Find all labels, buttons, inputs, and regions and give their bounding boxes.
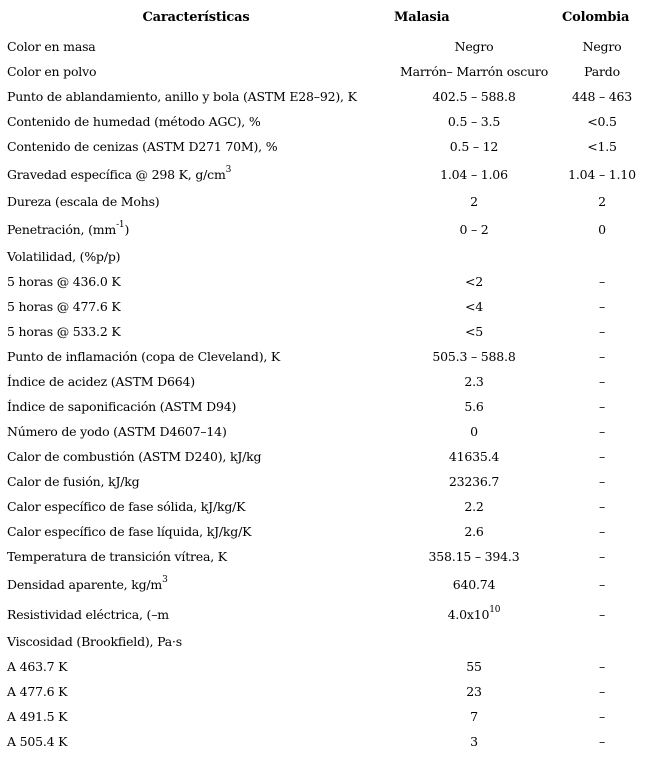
table-row	[0, 519, 648, 544]
colombia-value: –	[598, 606, 606, 622]
table-row	[0, 189, 648, 214]
colombia-value	[556, 629, 648, 654]
colombia-value: 0	[598, 221, 606, 237]
malasia-value: 1.04 – 1.06	[440, 166, 508, 182]
header-caracteristicas: Características	[142, 9, 250, 25]
row-label: 5 horas @ 533.2 K	[7, 324, 121, 339]
malasia-value: 640.74	[452, 576, 496, 592]
row-label: A 477.6 K	[7, 684, 68, 699]
row-label: Contenido de cenizas (ASTM D271 70M), %	[7, 139, 278, 154]
row-label	[0, 159, 392, 189]
malasia-value: <2	[464, 274, 484, 289]
row-label: Índice de acidez (ASTM D664)	[7, 374, 195, 389]
row-label: Color en polvo	[7, 64, 97, 79]
malasia-value: 5.6	[464, 399, 484, 414]
malasia-value: 0	[470, 424, 478, 439]
colombia-value: –	[598, 299, 606, 314]
label-suffix: )	[124, 221, 130, 237]
colombia-value: –	[598, 424, 606, 439]
row-label: Volatilidad, (%p/p)	[7, 249, 121, 264]
colombia-value: –	[598, 274, 606, 289]
malasia-value: 7	[470, 709, 478, 724]
colombia-value: –	[598, 709, 606, 724]
table-row	[0, 269, 648, 294]
malasia-value: 0.5 – 3.5	[447, 114, 501, 129]
row-label	[0, 569, 392, 599]
malasia-value: 23	[466, 684, 482, 699]
colombia-value: Pardo	[584, 64, 620, 79]
malasia-value: 2	[470, 194, 478, 209]
row-label: Número de yodo (ASTM D4607–14)	[7, 424, 227, 439]
row-label: Punto de ablandamiento, anillo y bola (ASTM E28–92), K	[7, 89, 357, 104]
table-row	[0, 59, 648, 84]
table-row	[0, 544, 648, 569]
row-label: A 463.7 K	[7, 659, 68, 674]
label-text: Penetración, (mm	[7, 221, 117, 237]
row-label: Índice de saponificación (ASTM D94)	[7, 399, 237, 414]
table-row	[0, 729, 648, 754]
colombia-value: <0.5	[587, 114, 617, 129]
table-row	[0, 244, 648, 269]
table-row	[0, 569, 648, 599]
row-label: Calor de combustión (ASTM D240), kJ/kg	[7, 449, 262, 464]
table-row	[0, 294, 648, 319]
malasia-value: 2.6	[464, 524, 484, 539]
label-text: Densidad aparente, kg/m	[7, 576, 163, 592]
malasia-value: 3	[470, 734, 478, 749]
table-row	[0, 444, 648, 469]
label-superscript: 3	[162, 574, 168, 585]
malasia-value: Marrón– Marrón oscuro	[399, 64, 549, 79]
header-malasia: Malasia	[394, 9, 450, 25]
colombia-value: –	[598, 399, 606, 414]
table-row	[0, 34, 648, 59]
colombia-value: –	[598, 684, 606, 699]
row-label: Calor específico de fase líquida, kJ/kg/K	[7, 524, 252, 539]
table-row	[0, 109, 648, 134]
row-label: Contenido de humedad (método AGC), %	[7, 114, 261, 129]
table-row	[0, 369, 648, 394]
header-colombia: Colombia	[562, 9, 630, 25]
row-label: Calor específico de fase sólida, kJ/kg/K	[7, 499, 246, 514]
malasia-value: 23236.7	[448, 474, 500, 489]
table-row	[0, 629, 648, 654]
malasia-value: 0 – 2	[459, 221, 489, 237]
colombia-value: –	[598, 659, 606, 674]
table-row	[0, 159, 648, 189]
malasia-value: 2.2	[464, 499, 484, 514]
colombia-value: –	[598, 374, 606, 389]
colombia-value: –	[598, 524, 606, 539]
colombia-value	[556, 244, 648, 269]
table-row	[0, 654, 648, 679]
colombia-value: –	[598, 549, 606, 564]
malasia-value	[392, 244, 556, 269]
malasia-value	[392, 599, 556, 629]
malasia-value: <5	[464, 324, 484, 339]
malasia-value: 41635.4	[448, 449, 500, 464]
colombia-value: –	[598, 734, 606, 749]
colombia-value: –	[598, 449, 606, 464]
row-label: 5 horas @ 477.6 K	[7, 299, 121, 314]
value-text: 4.0x10	[447, 606, 490, 622]
label-superscript: -1	[116, 219, 125, 230]
malasia-value: <4	[464, 299, 484, 314]
malasia-value: 402.5 – 588.8	[432, 89, 516, 104]
colombia-value: –	[598, 324, 606, 339]
row-label: 5 horas @ 436.0 K	[7, 274, 121, 289]
colombia-value: –	[598, 499, 606, 514]
row-label	[0, 214, 392, 244]
table-row	[0, 599, 648, 629]
row-label: A 505.4 K	[7, 734, 68, 749]
malasia-value: Negro	[454, 39, 494, 54]
colombia-value: –	[598, 576, 606, 592]
row-label: Punto de inflamación (copa de Cleveland), K	[7, 349, 281, 364]
row-label: Color en masa	[7, 39, 96, 54]
table-row	[0, 704, 648, 729]
table-row	[0, 494, 648, 519]
colombia-value: –	[598, 349, 606, 364]
malasia-value: 55	[466, 659, 482, 674]
row-label: Resistividad eléctrica, (–m	[7, 606, 169, 622]
colombia-value: 448 – 463	[571, 89, 633, 104]
table-row	[0, 84, 648, 109]
table-row	[0, 134, 648, 159]
table-row	[0, 419, 648, 444]
malasia-value: 505.3 – 588.8	[432, 349, 516, 364]
table-row	[0, 679, 648, 704]
colombia-value: Negro	[582, 39, 622, 54]
malasia-value: 0.5 – 12	[449, 139, 499, 154]
colombia-value: –	[598, 474, 606, 489]
table-row	[0, 394, 648, 419]
label-superscript: 3	[225, 164, 232, 175]
malasia-value	[392, 629, 556, 654]
table-row	[0, 319, 648, 344]
row-label: Dureza (escala de Mohs)	[7, 194, 160, 209]
colombia-value: 2	[598, 194, 606, 209]
row-label: Calor de fusión, kJ/kg	[7, 474, 140, 489]
row-label: Viscosidad (Brookfield), Pa·s	[7, 634, 182, 649]
row-label: Temperatura de transición vítrea, K	[7, 549, 227, 564]
colombia-value: 1.04 – 1.10	[568, 166, 636, 182]
row-label: A 491.5 K	[7, 709, 68, 724]
header-row	[0, 0, 648, 34]
table-row	[0, 214, 648, 244]
value-superscript: 10	[489, 604, 501, 615]
malasia-value: 2.3	[464, 374, 484, 389]
malasia-value: 358.15 – 394.3	[428, 549, 520, 564]
label-text: Gravedad específica @ 298 K, g/cm	[7, 166, 226, 182]
table-row	[0, 469, 648, 494]
table-row	[0, 344, 648, 369]
colombia-value: <1.5	[587, 139, 617, 154]
